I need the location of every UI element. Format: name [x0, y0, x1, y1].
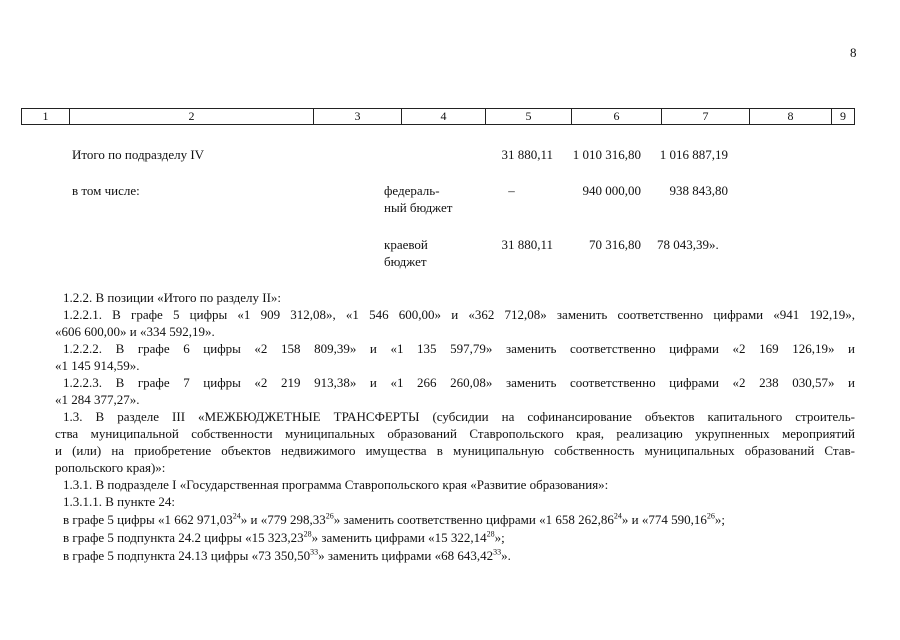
item-24-text-a: в графе 5 цифры «1 662 971,03 — [63, 512, 233, 527]
item-24-13-line — [63, 547, 863, 564]
paragraph-1-3-line3: и (или) на приобретение объектов недвижимого имущества в муниципальную собственность муниципальных образований Став- — [55, 443, 855, 458]
subtotal-col5: 31 880,11 — [501, 147, 553, 162]
regional-budget-label-line2: бюджет — [384, 254, 427, 269]
paragraph-1-3-line2: ства муниципальной собственности муниципальных образований Ставропольского края, реализацию укрупненных мероприятий — [55, 426, 855, 441]
federal-budget-label-line1: федераль- — [384, 183, 440, 198]
paragraph-1-2-2-1-line2: «606 600,00» и «334 592,19». — [55, 324, 215, 339]
footnote-ref: 26 — [325, 511, 334, 521]
paragraph-1-2-2-2-line1: 1.2.2.2. В графе 6 цифры «2 158 809,39» и «1 135 597,79» заменить соответственно цифрами «2 169 126,19» и — [63, 341, 855, 356]
federal-budget-label — [384, 182, 452, 216]
item-24-col5-line — [63, 511, 863, 528]
table-column-header — [21, 108, 855, 125]
subtotal-label: Итого по подразделу IV — [72, 147, 205, 162]
column-3-header: 3 — [314, 109, 402, 124]
column-2-header: 2 — [70, 109, 314, 124]
column-6-header: 6 — [572, 109, 662, 124]
paragraph-1-3-1-1: 1.3.1.1. В пункте 24: — [63, 494, 176, 509]
paragraph-1-2-2-3-line2: «1 284 377,27». — [55, 392, 140, 407]
paragraph-1-2-2-3-line1: 1.2.2.3. В графе 7 цифры «2 219 913,38» и «1 266 260,08» заменить соответственно цифрами «2 238 030,57» и — [63, 375, 855, 390]
item-24-13-text-b: » заменить цифрами «68 643,42 — [318, 548, 494, 563]
column-4-header: 4 — [402, 109, 486, 124]
item-24-text-b: » и «779 298,33 — [240, 512, 326, 527]
footnote-ref: 33 — [310, 547, 319, 557]
item-24-2-line — [63, 529, 863, 546]
federal-col6: 940 000,00 — [582, 183, 641, 198]
item-24-2-text-c: »; — [494, 530, 505, 545]
column-8-header: 8 — [750, 109, 832, 124]
subtotal-col6: 1 010 316,80 — [572, 147, 641, 162]
item-24-text-c: » заменить соответственно цифрами «1 658 262,86 — [333, 512, 614, 527]
federal-col7: 938 843,80 — [669, 183, 728, 198]
item-24-13-text-c: ». — [501, 548, 511, 563]
paragraph-1-2-2-2-line2: «1 145 914,59». — [55, 358, 140, 373]
federal-budget-label-line2: ный бюджет — [384, 200, 453, 215]
federal-col5: – — [508, 183, 515, 198]
item-24-text-e: »; — [714, 512, 725, 527]
subtotal-col7: 1 016 887,19 — [659, 147, 728, 162]
paragraph-1-3-line4: ропольского края)»: — [55, 460, 166, 475]
footnote-ref: 24 — [232, 511, 241, 521]
paragraph-1-2-2-1-line1: 1.2.2.1. В графе 5 цифры «1 909 312,08», «1 546 600,00» и «362 712,08» заменить соответственно цифрами «941 192,19», — [63, 307, 855, 322]
footnote-ref: 33 — [493, 547, 502, 557]
item-24-text-d: » и «774 590,16 — [621, 512, 707, 527]
footnote-ref: 24 — [613, 511, 622, 521]
item-24-13-text-a: в графе 5 подпункта 24.13 цифры «73 350,50 — [63, 548, 311, 563]
page-number: 8 — [850, 45, 857, 60]
item-24-2-text-a: в графе 5 подпункта 24.2 цифры «15 323,23 — [63, 530, 304, 545]
column-5-header: 5 — [486, 109, 572, 124]
item-24-2-text-b: » заменить цифрами «15 322,14 — [311, 530, 487, 545]
column-9-header: 9 — [840, 109, 846, 123]
footnote-ref: 28 — [486, 529, 495, 539]
paragraph-1-3-line1: 1.3. В разделе III «МЕЖБЮДЖЕТНЫЕ ТРАНСФЕРТЫ (субсидии на софинансирование объектов капитального строитель- — [63, 409, 855, 424]
regional-budget-label — [384, 236, 428, 270]
paragraph-1-2-2: 1.2.2. В позиции «Итого по разделу II»: — [63, 290, 282, 305]
regional-col7: 78 043,39». — [657, 237, 719, 252]
regional-col5: 31 880,11 — [501, 237, 553, 252]
column-7-header: 7 — [662, 109, 750, 124]
footnote-ref: 28 — [303, 529, 312, 539]
footnote-ref: 26 — [706, 511, 715, 521]
regional-col6: 70 316,80 — [589, 237, 641, 252]
including-label: в том числе: — [72, 183, 140, 198]
column-1-header: 1 — [22, 109, 70, 124]
paragraph-1-3-1: 1.3.1. В подразделе I «Государственная программа Ставропольского края «Развитие образования»: — [63, 477, 609, 492]
regional-budget-label-line1: краевой — [384, 237, 428, 252]
